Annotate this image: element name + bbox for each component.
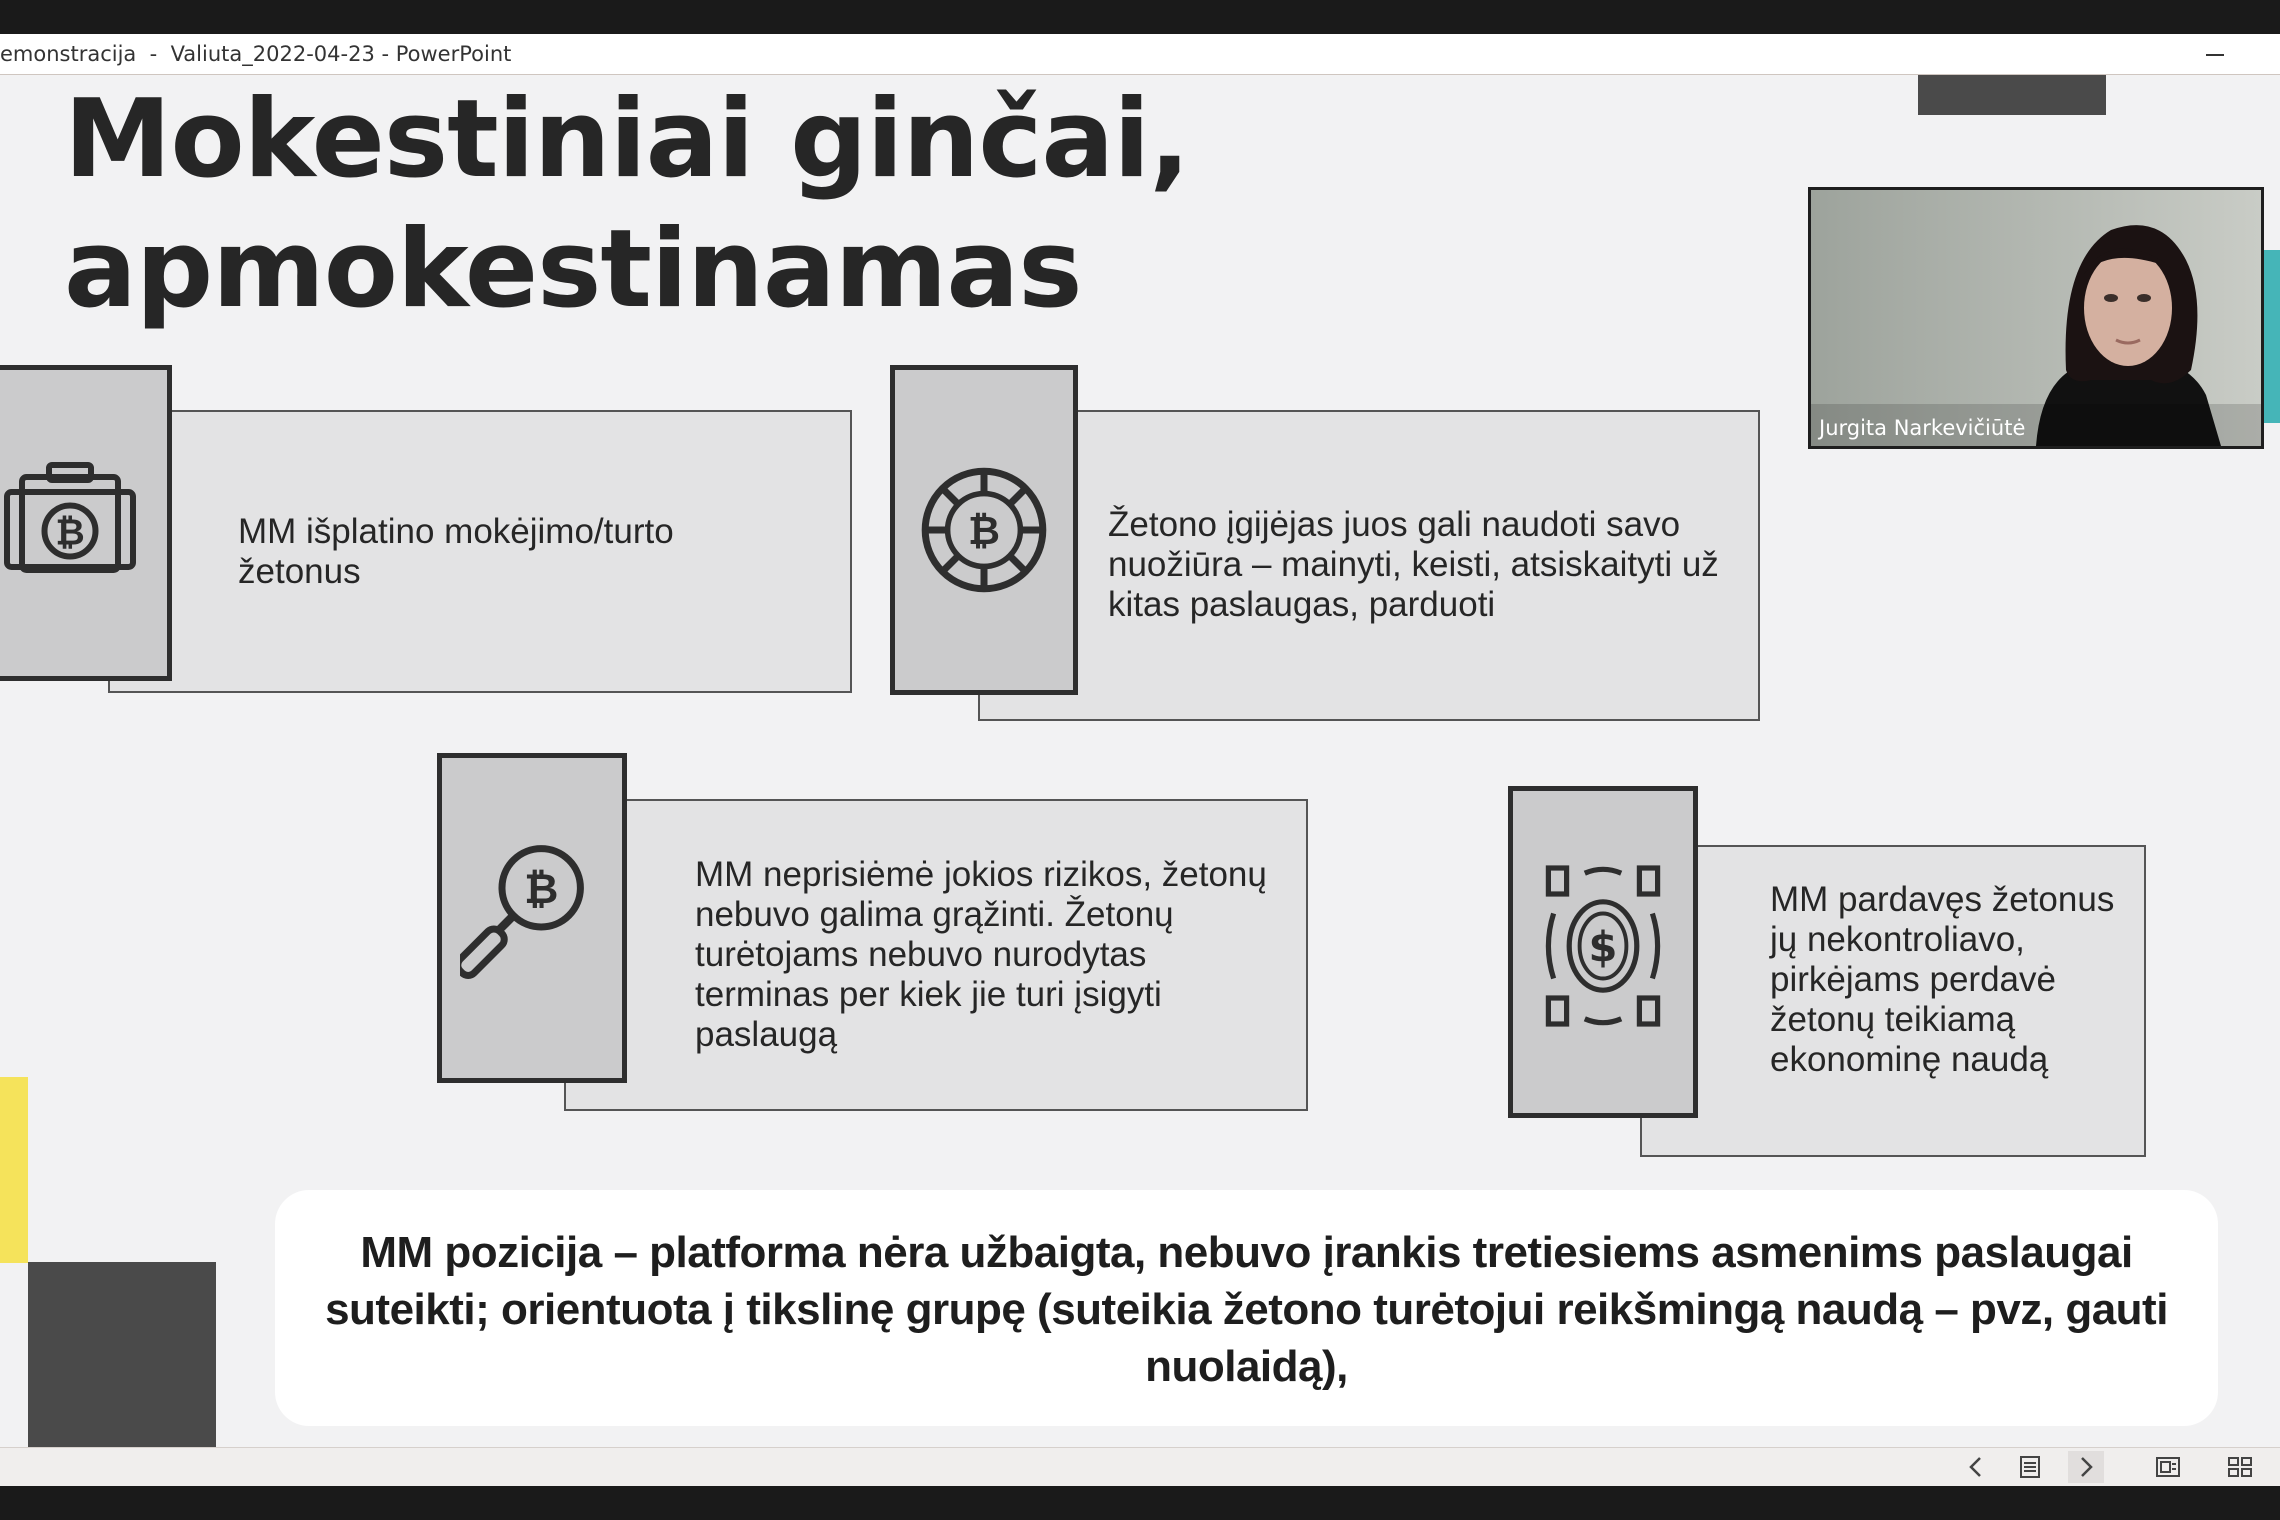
reading-view-button[interactable] <box>2150 1451 2186 1483</box>
participant-name: Jurgita Narkevičiūtė <box>1819 416 2026 440</box>
bottom-note-panel <box>275 1190 2218 1426</box>
slide-canvas <box>0 75 2280 1447</box>
dollar-scan-icon <box>1538 851 1668 1041</box>
magnifier-bitcoin-icon <box>460 828 600 998</box>
decor-dark-block-bottom <box>28 1262 216 1447</box>
svg-text:₿: ₿ <box>968 509 1000 554</box>
chevron-right-icon <box>2077 1456 2095 1478</box>
card-4-icon-tile <box>1508 786 1698 1118</box>
decor-yellow-strip <box>0 1077 28 1263</box>
bitcoin-coin-icon <box>914 460 1054 600</box>
card-3-text: MM neprisiėmė jokios rizikos, žetonų nebuvo galima grąžinti. Žetonų turėtojams nebuvo nurodytas terminas per kiek jie turi įsigyti paslaugą <box>695 855 1267 1054</box>
notes-button[interactable] <box>2012 1451 2048 1483</box>
notes-icon <box>2019 1455 2041 1479</box>
card-1-text: MM išplatino mokėjimo/turto žetonus <box>238 512 674 591</box>
svg-text:₿: ₿ <box>524 864 559 914</box>
card-2-icon-tile <box>890 365 1078 695</box>
card-2-text: Žetono įgijėjas juos gali naudoti savo nuožiūra – mainyti, keisti, atsiskaityti už kitas paslaugas, parduoti <box>1108 505 1719 624</box>
briefcase-bitcoin-icon <box>0 450 145 600</box>
minimize-button[interactable] <box>2196 42 2236 66</box>
slide-title-line-2: apmokestinamas <box>64 207 1082 332</box>
slide-title-line-1: Mokestiniai ginčai, <box>64 77 1190 202</box>
chevron-left-icon <box>1967 1456 1985 1478</box>
svg-text:$: $ <box>1588 922 1618 972</box>
previous-slide-button[interactable] <box>1958 1451 1994 1483</box>
top-letterbox <box>0 0 2280 34</box>
slide-sorter-button[interactable] <box>2222 1451 2258 1483</box>
bottom-note-text: MM pozicija – platforma nėra užbaigta, nebuvo įrankis tretiesiems asmenims paslaugai suteikti; orientuota į tikslinę grupę (suteikia žetono turėtojui reikšmingą naudą – pvz, gauti nuolaidą), <box>325 1228 2168 1391</box>
card-1-icon-tile <box>0 365 172 681</box>
window-title-bar <box>0 34 2280 75</box>
card-3-icon-tile <box>437 753 627 1083</box>
participant-video <box>1811 190 2261 446</box>
decor-dark-block-top <box>1918 75 2106 115</box>
webcam-video-tile[interactable] <box>1808 187 2264 449</box>
status-bar <box>0 1447 2280 1486</box>
next-slide-button[interactable] <box>2068 1451 2104 1483</box>
window-title: emonstracija - Valiuta_2022-04-23 - PowerPoint <box>0 42 512 66</box>
slide-sorter-icon <box>2227 1456 2253 1478</box>
card-4-text: MM pardavęs žetonus jų nekontroliavo, pirkėjams perdavė žetonų teikiamą ekonominę naudą <box>1770 880 2115 1079</box>
reading-view-icon <box>2155 1456 2181 1478</box>
svg-text:₿: ₿ <box>55 512 85 554</box>
slide-title <box>64 75 1564 335</box>
bottom-letterbox <box>0 1486 2280 1520</box>
